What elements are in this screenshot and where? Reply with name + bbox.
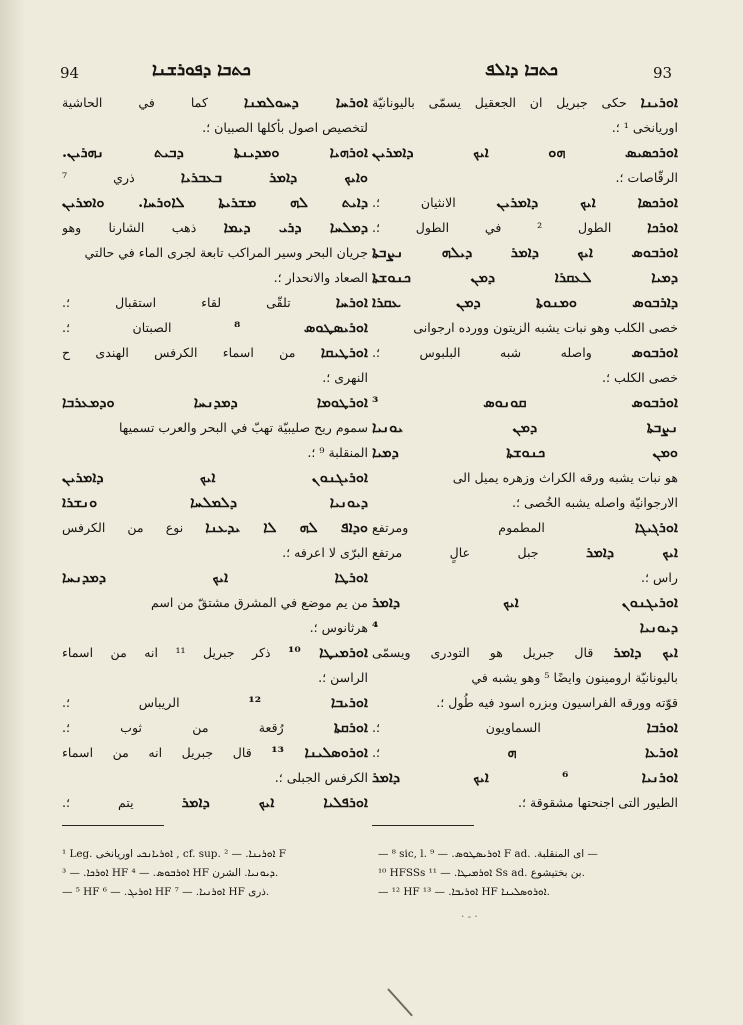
right-text-column	[372, 90, 678, 815]
syriac-text: ܕܡܝܐ ܠܥܩܪܐ ܕܡܢ ܟܢܘܫܬܐ	[372, 269, 678, 286]
arabic-text: الكرفس الجبلى ؛.	[274, 770, 368, 785]
footnote-line: ܐܘܪܟܐ. — ³ HF ܐܘܪܒܘܣ. — ⁴ HF ܕܝܘܢܝܐ. الشرن.	[62, 867, 279, 879]
syriac-text: ܐܝܟ ܕܐܡܪ	[585, 544, 678, 561]
syriac-text: ܐܘܪܝܣܛܘܣ ⁸	[233, 319, 368, 336]
text-line	[372, 640, 678, 665]
syriac-text: ܕܝܘܢܝܐ ⁴	[372, 619, 678, 636]
syriac-text: ܘܐܝܟ ܕܐܡܪ ܒܥܒܪܝܐ	[180, 169, 368, 186]
arabic-text: الصعاد والانحدار ؛.	[273, 270, 368, 285]
syriac-text: ܐܘܪܝܓܢܘܢ ܐܝܟ ܕܐܡܪܝܢ	[62, 469, 368, 486]
syriac-text: ܐܘܪܛܐ ܐܝܟ ܕܡܕܢܚܐ	[62, 569, 368, 586]
text-line	[62, 590, 368, 615]
text-line	[372, 715, 678, 740]
text-line	[62, 440, 368, 465]
syriac-text: ܐܘܪܢܝܐ ⁶ ܐܝܟ ܕܐܡܪ	[372, 769, 678, 786]
syriac-text: ܕܐܝܬ ܠܗ ܡܫܪܝܬܐ ܠܐܘܪܚܐ. ܘܐܡܪܝܢ	[62, 194, 368, 211]
text-line	[372, 115, 678, 140]
text-line	[62, 265, 368, 290]
text-line	[372, 340, 678, 365]
syriac-text: ܐܘܪܝܓܢܘܢ ܐܝܟ ܕܐܡܪ	[372, 594, 678, 611]
text-line	[62, 615, 368, 640]
left-running-head: ܟܬܒܐ ܕܦܘܪܫܢܐ	[152, 60, 251, 80]
text-line	[62, 390, 368, 415]
text-line	[62, 540, 368, 565]
text-line	[62, 340, 368, 365]
left-text-column	[62, 90, 368, 815]
arabic-text: الانثيان ؛.	[372, 195, 456, 210]
stray-dots: ·-·	[461, 910, 481, 923]
arabic-text: حكى جبريل ان الجعقيل يسمّى باليونانيّة	[372, 95, 627, 110]
syriac-text: ܐܘܪܓܝܓܐ	[634, 519, 678, 536]
text-line	[62, 290, 368, 315]
text-line	[62, 565, 368, 590]
text-line	[372, 565, 678, 590]
gutter-shadow	[0, 0, 26, 1025]
syriac-text: ܐܘܪܒܐ	[646, 719, 678, 736]
syriac-text: ܐܘܪܛܘܡܐ ܕܡܕܢܚܐ ܘܕܡܥܪܒܐ	[62, 394, 368, 411]
arabic-text: تلقّى لقاء استقبال ؛.	[62, 295, 291, 310]
syriac-text: ܐܘܪܦܠܝܐ ܐܝܟ ܕܐܡܪ	[181, 794, 368, 811]
syriac-text: ܐܘܪܩܬܐ	[333, 719, 368, 736]
footnote-line: — ⁵ HF ܐܘܪܝܓ. — ⁶ HF ܐܘܪܢܝܐ. — ⁷ HF ذرى.	[62, 886, 270, 898]
text-line	[372, 290, 678, 315]
text-line	[372, 215, 678, 240]
arabic-text: كما في الحاشية	[62, 95, 208, 110]
syriac-text: ܐܘܪܗܝܐ ܘܡܕܝܢܬܐ ܕܒܝܬ ܢܗܪܝܢ.	[62, 144, 368, 161]
text-line	[372, 315, 678, 340]
text-line	[372, 740, 678, 765]
arabic-text: الصبتان ؛.	[62, 320, 172, 335]
arabic-text: قال جبريل هو التودرى ويسمّى	[372, 645, 594, 660]
syriac-text: ܐܘܪܥܐ ܗ	[507, 744, 678, 761]
arabic-text: السماويون ؛.	[372, 720, 541, 735]
text-line	[62, 490, 368, 515]
text-line	[372, 540, 678, 565]
syriac-text: ܐܘܪܝܒܐ ¹²	[248, 694, 368, 711]
text-line	[62, 165, 368, 190]
text-line	[62, 715, 368, 740]
text-line	[372, 665, 678, 690]
arabic-text: اوريانخى ¹ ؛.	[611, 120, 678, 135]
arabic-text: قال جبريل انه من اسماء	[62, 745, 252, 760]
syriac-text: ܕܐܪܒܘܣ ܘܡܢܘܬܐ ܕܡܢ ܥܩܪܐ	[372, 294, 678, 311]
arabic-text: ؛.	[372, 745, 381, 760]
text-line	[62, 315, 368, 340]
left-footnote-rule	[62, 825, 164, 826]
text-line	[372, 490, 678, 515]
left-footnotes	[62, 845, 368, 902]
text-line	[372, 90, 678, 115]
text-line	[62, 465, 368, 490]
arabic-text: من يم موضع في المشرق مشتقّ من اسم	[150, 595, 368, 610]
arabic-text: المنقلبة ⁹ ؛.	[307, 445, 368, 460]
text-line	[372, 590, 678, 615]
syriac-text: ܢܨܒܬܐ ܕܡܢ ܝܘܢܝܐ	[372, 419, 678, 436]
text-line	[62, 765, 368, 790]
arabic-text: جبل عالٍ مرتفع	[372, 545, 539, 560]
text-line	[372, 190, 678, 215]
arabic-text: ذري ⁷	[62, 170, 135, 185]
right-footnote-rule	[372, 825, 474, 826]
text-line	[62, 90, 368, 115]
pencil-mark	[387, 988, 413, 1016]
text-line	[62, 215, 368, 240]
syriac-text: ܐܘܪܚܐ	[335, 294, 368, 311]
syriac-text: ܐܘܪܟܐ	[647, 219, 678, 236]
arabic-text: النهرى ؛.	[322, 370, 368, 385]
arabic-text: الطول ² في الطول ؛.	[372, 220, 612, 235]
text-line	[62, 640, 368, 665]
right-running-head: ܟܬܒܐ ܕܐܠܦ	[485, 60, 558, 80]
syriac-text: ܐܘܪܒܘܣ	[631, 344, 678, 361]
arabic-text: قوّته وورقه الفراسيون وبزره اسود فيه طُول ؛.	[436, 695, 678, 710]
arabic-text: لتخصيص اصول بأكلها الصبيان ؛.	[202, 120, 368, 135]
arabic-text: الارجوانيّة واصله يشبه الخُصى ؛.	[511, 495, 678, 510]
text-line	[62, 190, 368, 215]
text-line	[62, 665, 368, 690]
arabic-text: هرثانوس ؛.	[309, 620, 368, 635]
arabic-text: الريباس ؛.	[62, 695, 180, 710]
footnote-line: — ⁸ sic, l. ܐܘܪܝܣܛܘܣ. — ⁹ F ad. .اى المنقلبة —	[378, 848, 598, 860]
syriac-text: ܐܝܟ ܕܐܡܪ	[613, 644, 678, 661]
arabic-text: باليونانيّة ارومينون وايضًا ⁵ وهو يشبه في	[471, 670, 678, 685]
text-line	[62, 690, 368, 715]
arabic-text: من اسماء الكرفس الهندى ح	[62, 345, 296, 360]
text-line	[372, 690, 678, 715]
arabic-text: راس ؛.	[641, 570, 678, 585]
syriac-text: ܐܘܪܒܘܣ ܐܝܟ ܕܐܡܪ ܕܝܠܗ ܢܨܒܬܐ	[372, 244, 678, 261]
text-line	[62, 515, 368, 540]
arabic-text: الطيور التى اجنحتها مشقوقة ؛.	[518, 795, 678, 810]
arabic-text: نوع من الكرفس	[62, 520, 184, 535]
syriac-text: ܐܘܪܘܣܠܝܢܐ ¹³	[271, 744, 368, 761]
text-line	[62, 140, 368, 165]
arabic-text: رُقعة من ثوب ؛.	[62, 720, 284, 735]
arabic-text: ذكر جبريل ¹¹ انه من اسماء	[62, 645, 271, 660]
syriac-text: ܘܡܢ ܟܢܘܫܬܐ ܕܡܝܐ	[372, 444, 678, 461]
footnote-line: — ¹² HF ܐܘܪܝܒܐ. — ¹³ HF ܐܘܪܘܣܠܝܢܐ.	[378, 886, 550, 898]
arabic-text: الراسن ؛.	[318, 670, 368, 685]
syriac-text: ܕܝܘܢܝܐ ܕܠܡܠܚܐ ܘܢܫܪܐ	[62, 494, 368, 511]
text-line	[372, 440, 678, 465]
footnote-line: ¹ Leg. ܐܘܪܝܐܢܟܝ اوريانخى , cf. sup. ܐܘܪܝܢܐ. — ² F	[62, 848, 286, 860]
left-page-number: 94	[60, 64, 80, 82]
text-line	[62, 240, 368, 265]
arabic-text: خصى الكلب وهو نبات يشبه الزيتون وورده ارجوانى	[413, 320, 678, 335]
text-line	[62, 740, 368, 765]
right-page-number: 93	[653, 64, 673, 82]
syriac-text: ܕܡܠܚܐ ܕܪܝ ܕܝܡܐ	[223, 219, 368, 236]
arabic-text: يتم ؛.	[62, 795, 134, 810]
text-line	[372, 165, 678, 190]
text-line	[372, 765, 678, 790]
syriac-text: ܐܘܪܚܐ ܕܚܘܠܡܢܐ	[243, 94, 368, 111]
text-line	[62, 415, 368, 440]
text-line	[372, 265, 678, 290]
arabic-text: البرّى لا اعرفه ؛.	[282, 545, 368, 560]
text-line	[372, 515, 678, 540]
right-footnotes	[378, 845, 684, 902]
text-line	[372, 465, 678, 490]
syriac-text: ܐܘܪܟܣܝܣ ܗܘ ܐܝܟ ܕܐܡܪܝܢ	[372, 144, 678, 161]
syriac-text: ܐܘܪܒܘܣ ܩܘܢܘܣ ³	[372, 394, 678, 411]
syriac-text: ܐܘܪܟܣܐ ܐܝܟ ܕܐܡܪܝܢ	[496, 194, 678, 211]
text-line	[62, 115, 368, 140]
syriac-text: ܘܕܐܦ ܠܗ ܠܐ ܝܕܥܢܐ	[205, 519, 368, 536]
footnote-line: ¹⁰ HFSSs ܐܘܪܡܝܛܐ. — ¹¹ Ss ad. بن بختيشوع.	[378, 867, 585, 879]
text-line	[62, 365, 368, 390]
text-line	[372, 390, 678, 415]
syriac-text: ܐܘܪܝܢܐ	[640, 94, 678, 111]
arabic-text: المطموم ومرتفع	[372, 520, 545, 535]
arabic-text: الرقّاصات ؛.	[615, 170, 678, 185]
text-line	[62, 790, 368, 815]
arabic-text: واصله شبه البلبوس ؛.	[372, 345, 592, 360]
text-line	[372, 240, 678, 265]
arabic-text: هو نبات يشبه ورقه الكراث وزهره يميل الى	[452, 470, 678, 485]
syriac-text: ܐܘܪܛܝܩܐ	[320, 344, 368, 361]
arabic-text: ذهب الشارنا وهو	[62, 220, 197, 235]
text-line	[372, 365, 678, 390]
arabic-text: سموم ريح صليبيّة تهبّ في البحر والعرب تسميها	[118, 420, 368, 435]
arabic-text: جريان البحر وسير المراكب تابعة لجرى الماء في حالتي	[84, 245, 368, 260]
text-line	[372, 415, 678, 440]
arabic-text: خصى الكلب ؛.	[601, 370, 678, 385]
syriac-text: ܐܘܪܡܝܛܐ ¹⁰	[288, 644, 368, 661]
text-line	[372, 615, 678, 640]
text-line	[372, 140, 678, 165]
text-line	[372, 790, 678, 815]
